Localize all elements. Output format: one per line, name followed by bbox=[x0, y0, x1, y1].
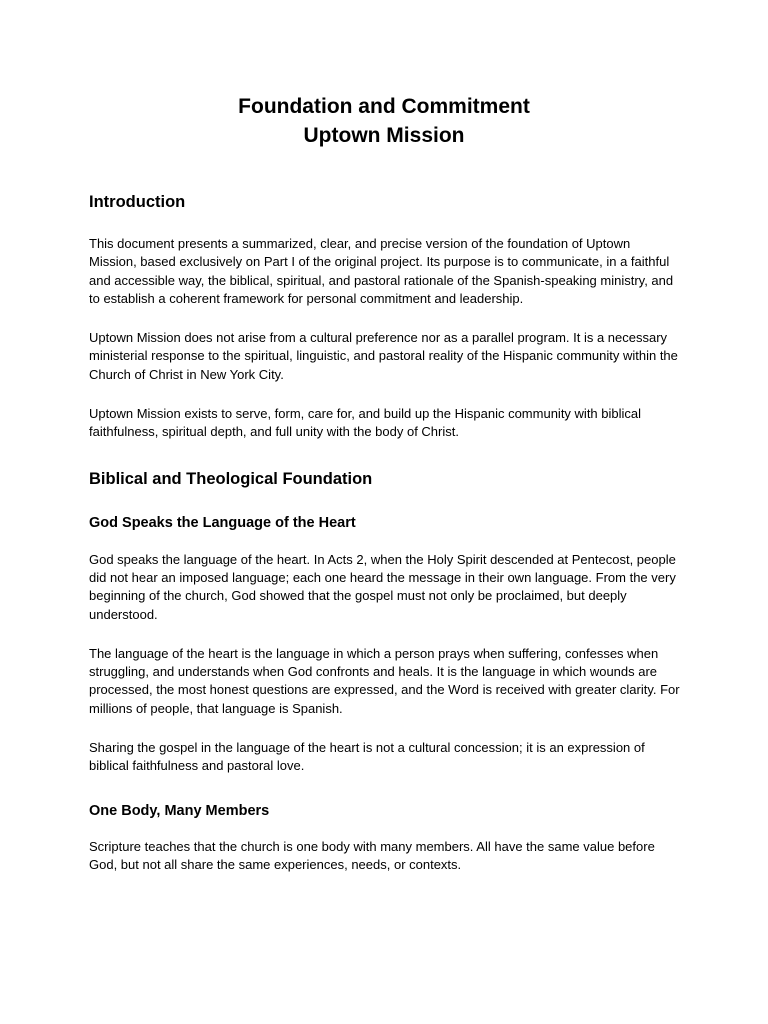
section-heading-foundation: Biblical and Theological Foundation bbox=[89, 469, 373, 488]
intro-paragraph-1: This document presents a summarized, clear, and precise version of the foundation of Uptown Mission, based exclusively on Part I of the original project. Its purpose is to communicate, in a faithful and accessible way, the biblical, spiritual, and pastoral rationale of the Spanish-speaking ministry, and to establish a coherent framework for personal commitment and leadership. bbox=[89, 236, 674, 306]
document-body bbox=[89, 190, 681, 874]
language-paragraph-2: The language of the heart is the language in which a person prays when suffering, confesses when struggling, and understands when God confronts and heals. It is the language in which wounds are processed, the most honest questions are expressed, and the Word is received with greater clarity. For millions of people, that language is Spanish. bbox=[89, 645, 680, 716]
language-paragraph-1: God speaks the language of the heart. In Acts 2, when the Holy Spirit descended at Pentecost, people did not hear an imposed language; each one heard the message in their own language. From the very beginning of the church, God showed that the gospel must not only be proclaimed, but deeply understood. bbox=[89, 551, 676, 622]
title-line-1: Foundation and Commitment bbox=[238, 95, 530, 118]
section-heading-introduction: Introduction bbox=[89, 193, 186, 211]
document-title bbox=[0, 92, 768, 150]
intro-paragraph-2: Uptown Mission does not arise from a cultural preference nor as a parallel program. It is a necessary ministerial response to the spiritual, linguistic, and pastoral reality of the Hispanic community within the Church of Christ in New York City. bbox=[89, 330, 678, 382]
subsection-heading-one-body: One Body, Many Members bbox=[89, 802, 270, 819]
subsection-heading-language-of-heart: God Speaks the Language of the Heart bbox=[89, 514, 356, 531]
title-line-2: Uptown Mission bbox=[303, 124, 465, 147]
one-body-paragraph-1: Scripture teaches that the church is one body with many members. All have the same value before God, but not all share the same experiences, needs, or contexts. bbox=[89, 838, 655, 872]
language-paragraph-3: Sharing the gospel in the language of the heart is not a cultural concession; it is an expression of biblical faithfulness and pastoral love. bbox=[89, 740, 645, 774]
intro-paragraph-3: Uptown Mission exists to serve, form, care for, and build up the Hispanic community with biblical faithfulness, spiritual depth, and full unity with the body of Christ. bbox=[89, 406, 642, 440]
